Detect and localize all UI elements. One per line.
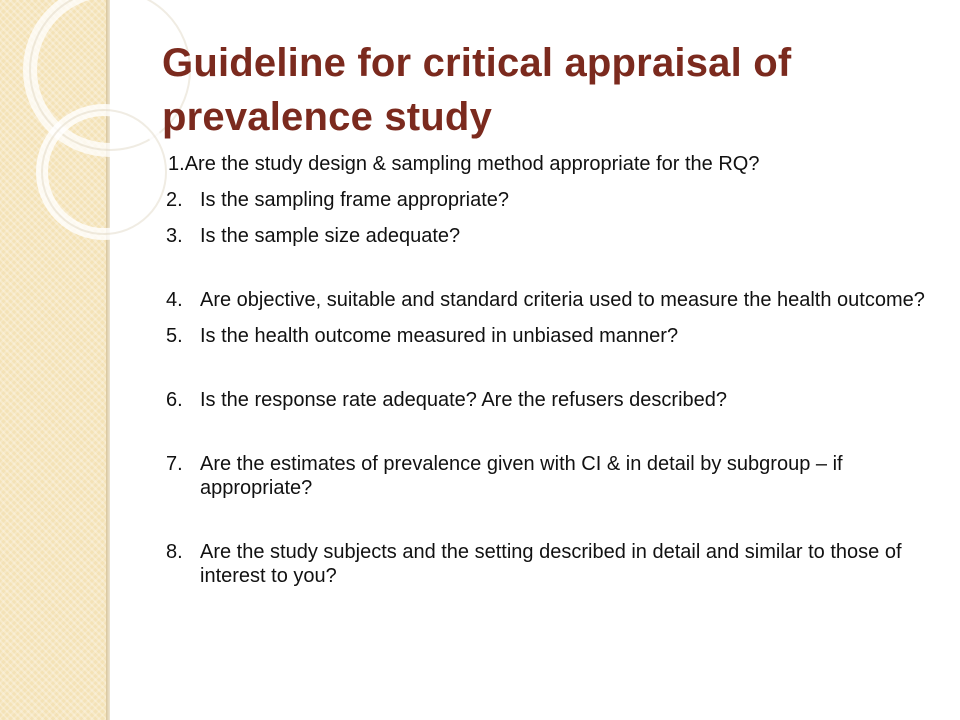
decorative-sidebar	[0, 0, 106, 720]
item-text: Is the health outcome measured in unbiased manner?	[200, 325, 679, 347]
list-item	[166, 288, 926, 312]
item-number: 4.	[166, 289, 183, 311]
item-text: Are the estimates of prevalence given with CI & in detail by subgroup – if appropriate?	[200, 453, 843, 499]
slide-title: Guideline for critical appraisal of prevalence study	[162, 41, 792, 139]
item-number: 7.	[166, 453, 183, 475]
list-item	[166, 188, 926, 212]
item-text: Is the response rate adequate? Are the refusers described?	[200, 389, 728, 411]
item-text: Is the sample size adequate?	[200, 225, 461, 247]
guideline-list	[166, 152, 926, 588]
item-number: 6.	[166, 389, 183, 411]
item-text: Are the study design & sampling method appropriate for the RQ?	[184, 153, 760, 175]
item-text: Is the sampling frame appropriate?	[200, 189, 510, 211]
list-item	[166, 540, 926, 588]
list-item	[166, 324, 926, 348]
item-number: 5.	[166, 325, 183, 347]
list-item	[168, 152, 926, 176]
item-number: 1.	[168, 153, 185, 175]
list-item	[166, 224, 926, 248]
sidebar-divider	[106, 0, 110, 720]
item-number: 3.	[166, 225, 183, 247]
list-item	[166, 452, 926, 500]
list-item	[166, 388, 926, 412]
item-number: 8.	[166, 541, 183, 563]
item-text: Are the study subjects and the setting described in detail and similar to those of interest to you?	[200, 541, 902, 587]
item-text: Are objective, suitable and standard criteria used to measure the health outcome?	[200, 289, 925, 311]
item-number: 2.	[166, 189, 183, 211]
